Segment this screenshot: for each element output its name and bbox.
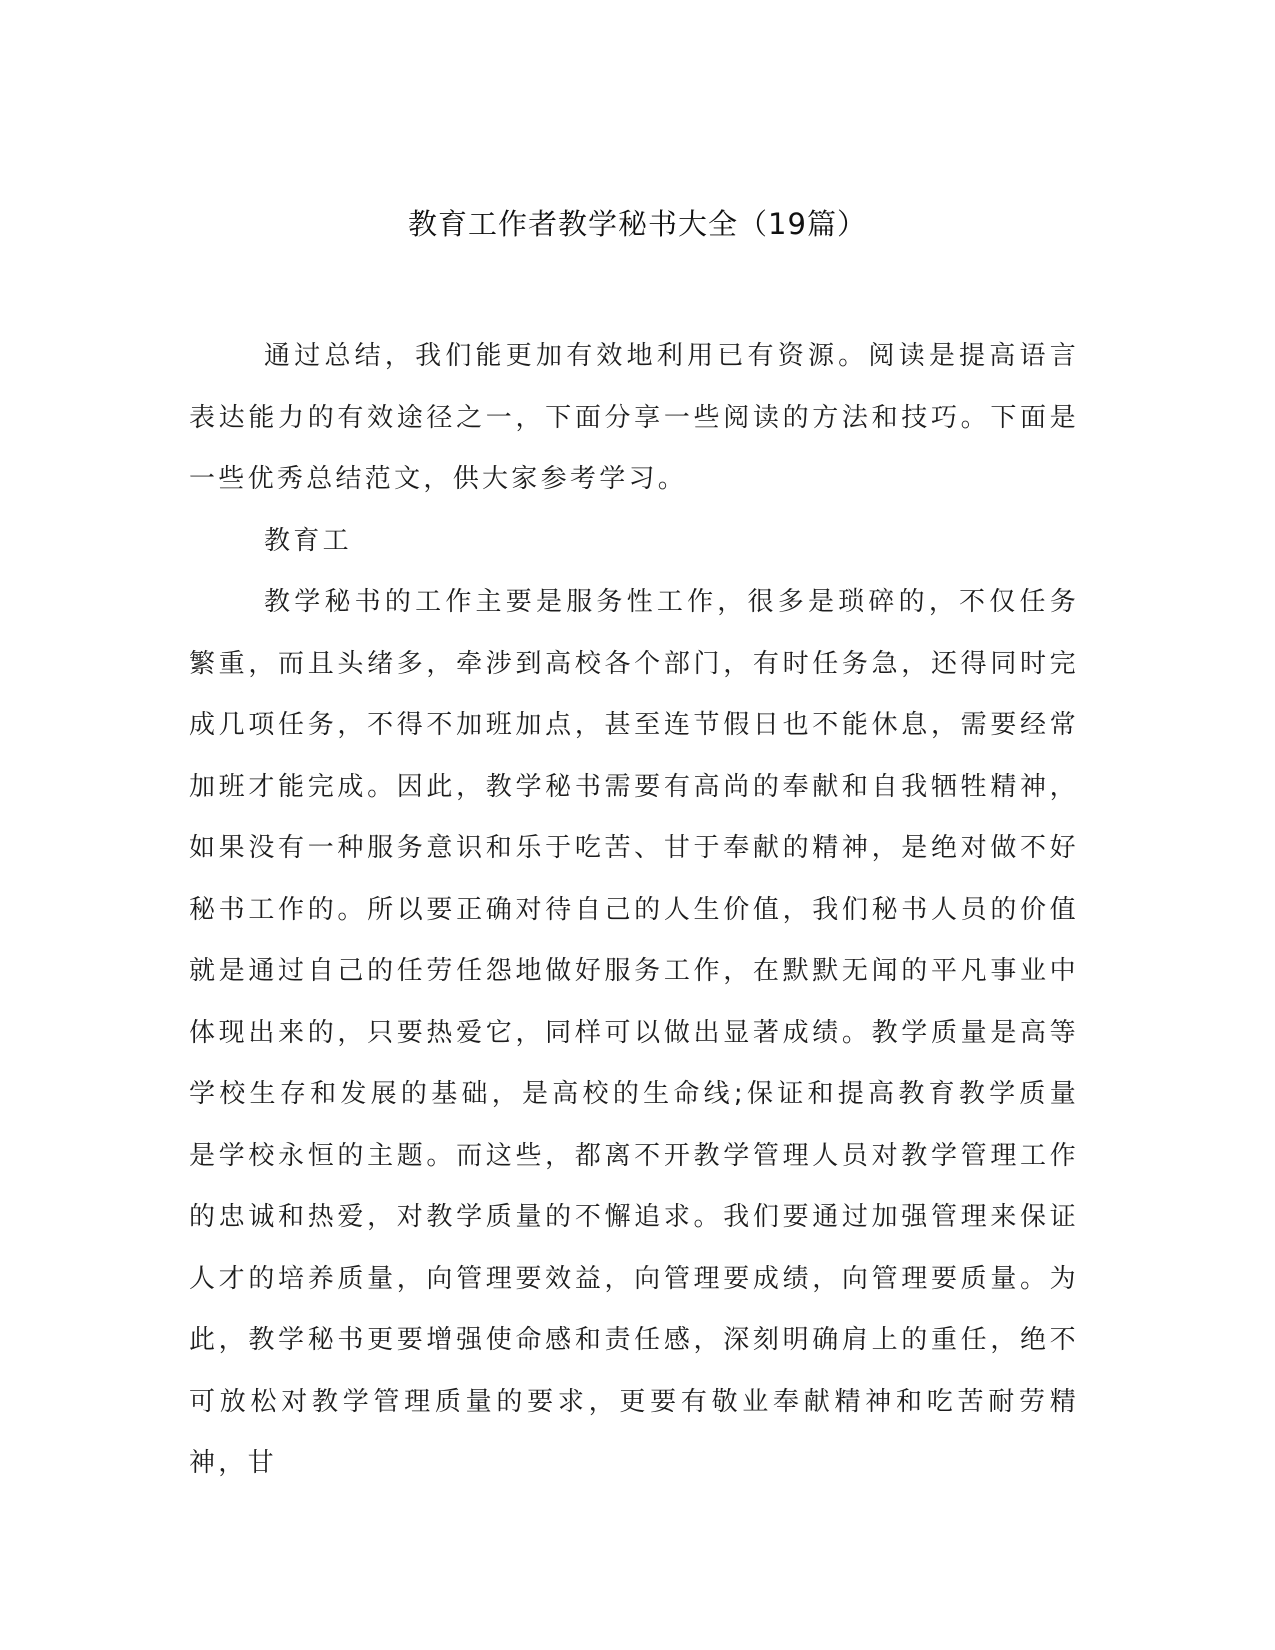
intro-paragraph: 通过总结，我们能更加有效地利用已有资源。阅读是提高语言表达能力的有效途径之一，下面分享一些阅读的方法和技巧。下面是一些优秀总结范文，供大家参考学习。 — [189, 341, 1079, 494]
document-body — [189, 326, 1079, 1495]
section-heading-paragraph: 教育工 — [264, 525, 352, 556]
body-paragraph: 教学秘书的工作主要是服务性工作，很多是琐碎的，不仅任务繁重，而且头绪多，牵涉到高校各个部门，有时任务急，还得同时完成几项任务，不得不加班加点，甚至连节假日也不能休息，需要经常加班才能完成。因此，教学秘书需要有高尚的奉献和自我牺牲精神，如果没有一种服务意识和乐于吃苦、甘于奉献的精神，是绝对做不好秘书工作的。所以要正确对待自己的人生价值，我们秘书人员的价值就是通过自己的任劳任怨地做好服务工作，在默默无闻的平凡事业中体现出来的，只要热爱它，同样可以做出显著成绩。教学质量是高等学校生存和发展的基础，是高校的生命线;保证和提高教育教学质量是学校永恒的主题。而这些，都离不开教学管理人员对教学管理工作的忠诚和热爱，对教学质量的不懈追求。我们要通过加强管理来保证人才的培养质量，向管理要效益，向管理要成绩，向管理要质量。为此，教学秘书更要增强使命感和责任感，深刻明确肩上的重任，绝不可放松对教学管理质量的要求，更要有敬业奉献精神和吃苦耐劳精神，甘 — [189, 587, 1079, 1478]
document-title: 教育工作者教学秘书大全（19篇） — [408, 207, 867, 241]
